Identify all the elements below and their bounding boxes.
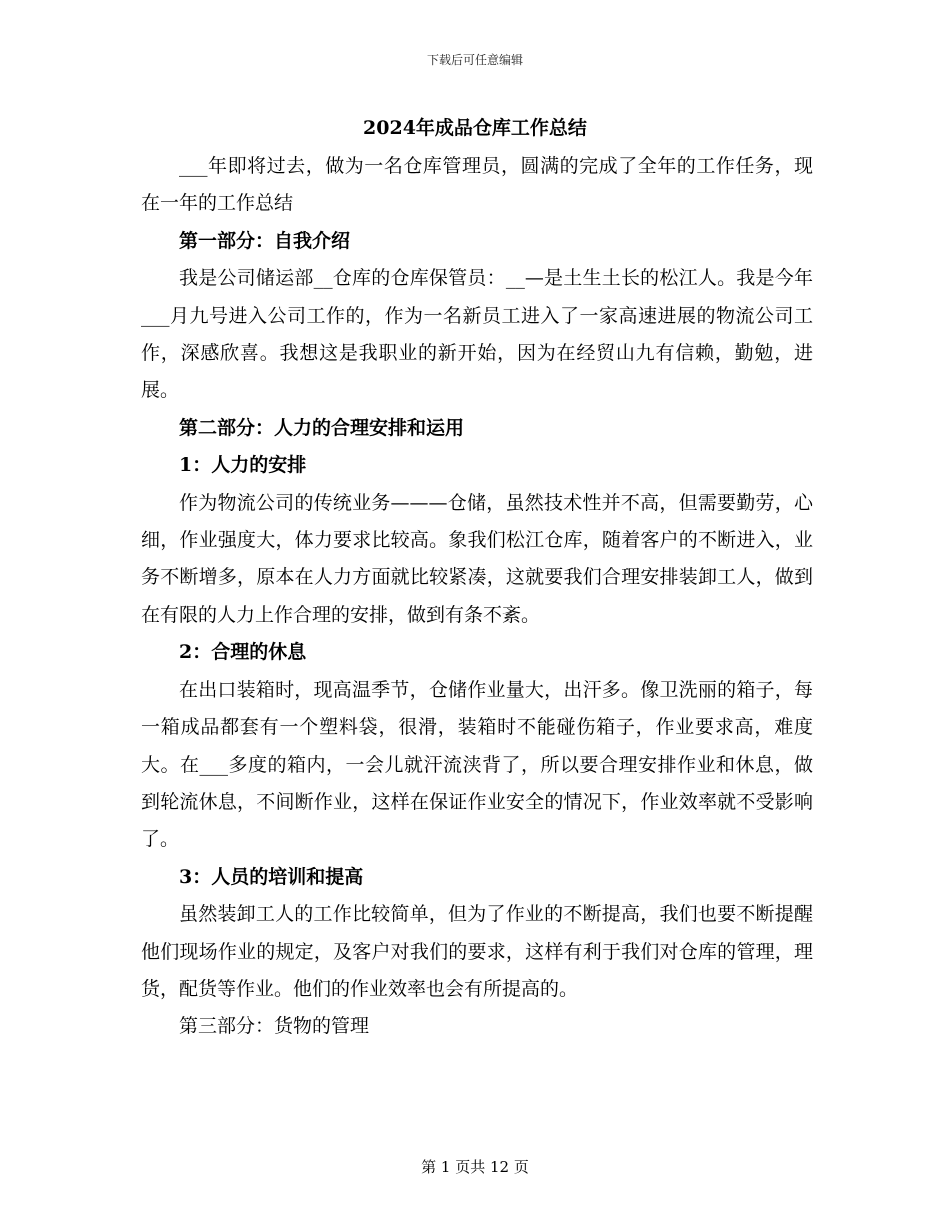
subheading-rest: 2：合理的休息 <box>179 641 307 664</box>
section-heading-self-intro: 第一部分：自我介绍 <box>179 229 351 252</box>
document-title: 2024年成品仓库工作总结 <box>363 117 587 139</box>
paragraph-intro: ___年即将过去，做为一名仓库管理员，圆满的完成了全年的工作任务，现在一年的工作总结 <box>141 155 813 215</box>
subheading-training: 3：人员的培训和提高 <box>179 865 364 888</box>
paragraph-self-intro: 我是公司储运部__仓库的仓库保管员：__—是土生土长的松江人。我是今年___月九号进入公司工作的，作为一名新员工进入了一家高速进展的物流公司工作，深感欣喜。我想这是我职业的新开始，因为在经贸山九有信赖，勤勉，进展。 <box>141 267 813 402</box>
section-heading-manpower: 第二部分：人力的合理安排和运用 <box>179 416 465 439</box>
section-heading-goods: 第三部分：货物的管理 <box>179 1015 370 1038</box>
page-number: 第 1 页共 12 页 <box>421 1158 529 1176</box>
subheading-manpower-arrangement: 1：人力的安排 <box>179 454 307 477</box>
page-header-note: 下载后可任意编辑 <box>426 53 523 67</box>
paragraph-manpower-arrangement: 作为物流公司的传统业务———仓储，虽然技术性并不高，但需要勤劳，心细，作业强度大，体力要求比较高。象我们松江仓库，随着客户的不断进入，业务不断增多，原本在人力方面就比较紧凑，这就要我们合理安排装卸工人，做到在有限的人力上作合理的安排，做到有条不紊。 <box>141 491 813 626</box>
paragraph-training: 虽然装卸工人的工作比较简单，但为了作业的不断提高，我们也要不断提醒他们现场作业的规定，及客户对我们的要求，这样有利于我们对仓库的管理，理货，配货等作业。他们的作业效率也会有所提高的。 <box>141 903 813 1000</box>
document-body <box>141 148 813 1046</box>
paragraph-rest: 在出口装箱时，现高温季节，仓储作业量大，出汗多。像卫洗丽的箱子，每一箱成品都套有一个塑料袋，很滑，装箱时不能碰伤箱子，作业要求高，难度大。在___多度的箱内，一会儿就汗流浃背了，所以要合理安排作业和休息，做到轮流休息，不间断作业，这样在保证作业安全的情况下，作业效率就不受影响了。 <box>141 678 813 851</box>
